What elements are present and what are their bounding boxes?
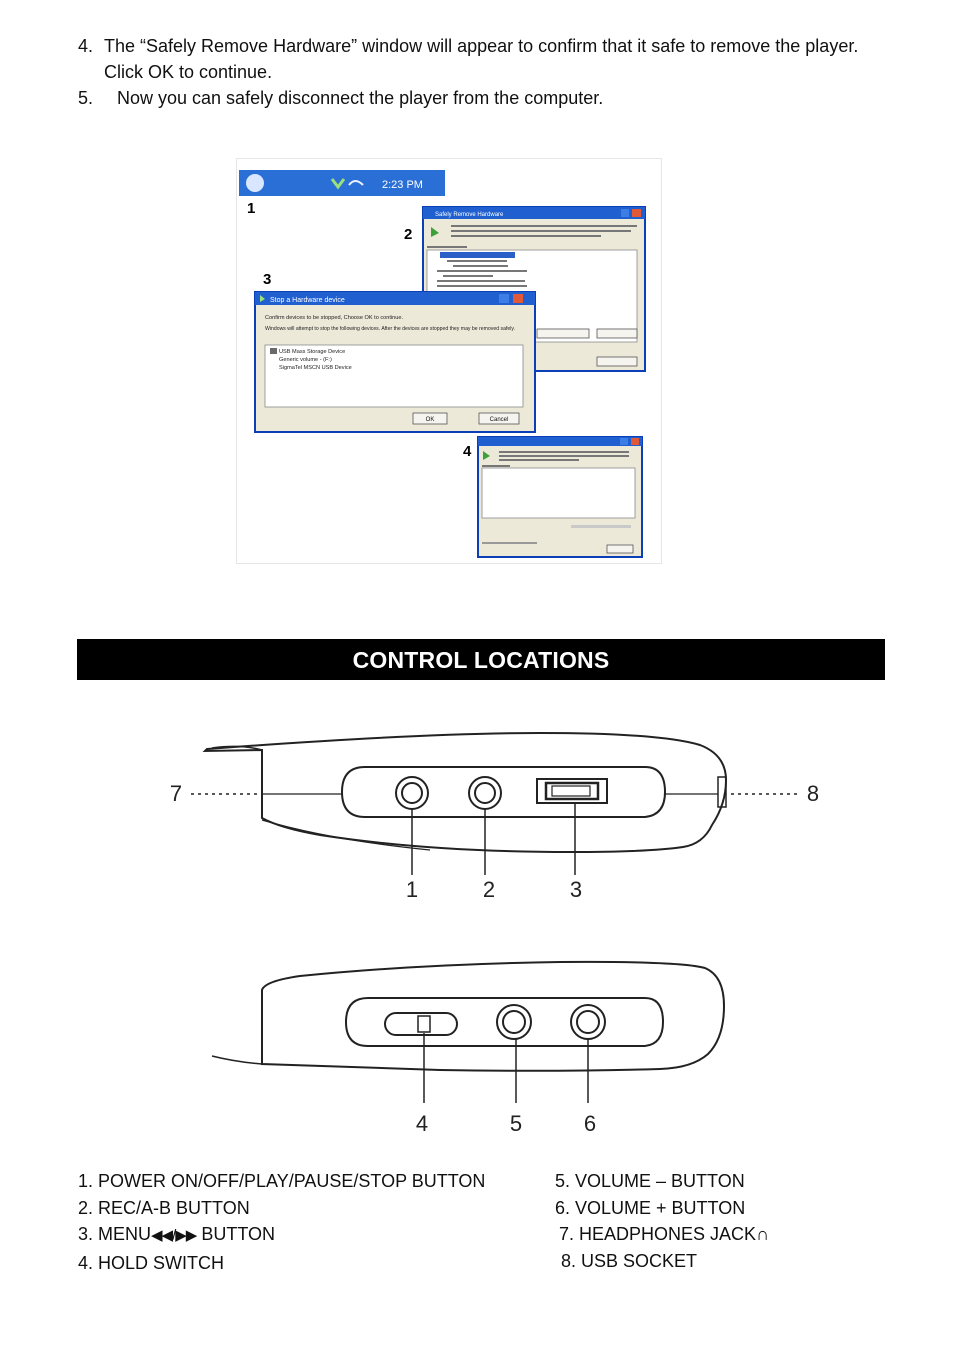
legend-item-4: 4. HOLD SWITCH bbox=[78, 1253, 225, 1274]
legend-item-5-suffix: BUTTON bbox=[666, 1171, 745, 1191]
rec-ab-button[interactable] bbox=[469, 777, 501, 809]
label-4: 4 bbox=[415, 1111, 429, 1136]
safe-remove-device-list[interactable] bbox=[482, 468, 635, 518]
player-top-body-outline bbox=[205, 733, 726, 852]
legend-item-3 bbox=[78, 1221, 485, 1250]
headphones-icon: ∩ bbox=[756, 1224, 769, 1245]
player-bottom-body-outline bbox=[262, 962, 724, 1071]
safely-remove-screenshot-figure bbox=[236, 158, 662, 564]
power-play-button[interactable] bbox=[396, 777, 428, 809]
label-6: 6 bbox=[583, 1111, 597, 1136]
cancel-button-label: Cancel bbox=[489, 417, 509, 423]
legend-item-1: 1. POWER ON/OFF/PLAY/PAUSE/STOP BUTTON bbox=[78, 1171, 486, 1191]
stop-device-item: Generic volume - (F:) bbox=[279, 357, 332, 363]
instruction-steps bbox=[78, 33, 898, 111]
legend-item-5 bbox=[555, 1168, 769, 1195]
stop-window-explanation: Windows will attempt to stop the following devices. After the devices are stopped they may be removed safely. bbox=[265, 326, 515, 332]
section-title-banner: CONTROL LOCATIONS bbox=[77, 639, 885, 680]
plus-icon: + bbox=[656, 1197, 667, 1218]
legend-item-7-label: 7. HEADPHONES JACK bbox=[559, 1224, 757, 1245]
legend-item-7 bbox=[559, 1221, 769, 1248]
minus-icon: – bbox=[656, 1171, 667, 1191]
legend-item-8-label: 8. USB SOCKET bbox=[561, 1251, 698, 1272]
close-icon[interactable] bbox=[632, 209, 641, 217]
close-icon[interactable] bbox=[631, 438, 639, 445]
screenshot-step-1: 1 bbox=[247, 200, 256, 217]
taskbar-tray-icon bbox=[246, 174, 264, 192]
label-5: 5 bbox=[509, 1111, 523, 1136]
screenshot-step-4: 4 bbox=[463, 443, 472, 460]
legend-left-column bbox=[78, 1168, 485, 1277]
label-2: 2 bbox=[482, 877, 496, 902]
legend-item-2: 2. REC/A-B BUTTON bbox=[78, 1197, 250, 1218]
stop-hardware-device-window bbox=[255, 292, 535, 432]
close-icon[interactable] bbox=[513, 294, 523, 303]
screenshot-step-2: 2 bbox=[404, 226, 413, 243]
safe-to-remove-window bbox=[478, 437, 642, 557]
step-text: Now you can safely disconnect the player from the computer. bbox=[117, 88, 604, 108]
help-icon[interactable] bbox=[621, 209, 629, 217]
legend-right-column bbox=[555, 1168, 769, 1275]
legend-item-5-label: 5. VOLUME bbox=[555, 1171, 657, 1191]
stop-window-instruction: Confirm devices to be stopped, Choose OK to continue. bbox=[265, 315, 404, 321]
screenshot-step-3: 3 bbox=[263, 271, 272, 288]
step-number: 4. bbox=[78, 36, 94, 56]
ok-button-label: OK bbox=[425, 417, 435, 423]
legend-item-3-label: 3. MENU bbox=[78, 1224, 152, 1245]
label-8: 8 bbox=[806, 781, 820, 806]
selected-device-row[interactable] bbox=[440, 252, 515, 258]
properties-button[interactable] bbox=[537, 329, 589, 338]
legend-item-6-suffix: BUTTON bbox=[666, 1197, 746, 1218]
step-5 bbox=[78, 85, 898, 111]
player-top-button-panel bbox=[342, 767, 665, 817]
screenshot-collage bbox=[237, 159, 661, 563]
legend-item-3-suffix: BUTTON bbox=[196, 1224, 275, 1245]
stop-device-item: USB Mass Storage Device bbox=[279, 349, 346, 355]
player-bottom-view bbox=[212, 962, 724, 1103]
remove-window-title: Safely Remove Hardware bbox=[435, 212, 504, 218]
player-bottom-inner-edge bbox=[212, 1056, 262, 1064]
legend-item-8 bbox=[561, 1248, 769, 1275]
step-text: The “Safely Remove Hardware” window will appear to confirm that it safe to remove the player. Click OK to continue. bbox=[104, 36, 859, 82]
close-button[interactable] bbox=[607, 545, 633, 553]
legend-item-6-label: 6. VOLUME bbox=[555, 1197, 657, 1218]
player-top-view bbox=[191, 733, 797, 875]
label-7: 7 bbox=[169, 781, 183, 806]
step-number: 5. bbox=[78, 88, 94, 108]
help-icon[interactable] bbox=[499, 294, 509, 303]
taskbar-clock: 2:23 PM bbox=[382, 179, 423, 191]
legend-item-6 bbox=[555, 1195, 769, 1222]
player-bottom-button-panel bbox=[346, 998, 663, 1046]
stop-button[interactable] bbox=[597, 329, 637, 338]
stop-window-title: Stop a Hardware device bbox=[270, 297, 345, 304]
label-1: 1 bbox=[405, 877, 419, 902]
usb-device-icon bbox=[270, 348, 277, 354]
control-locations-diagram bbox=[0, 700, 954, 1140]
step-4 bbox=[78, 33, 898, 85]
stop-device-item: SigmaTel MSCN USB Device bbox=[279, 365, 352, 371]
close-button[interactable] bbox=[597, 357, 637, 366]
label-3: 3 bbox=[569, 877, 583, 902]
help-icon[interactable] bbox=[620, 438, 628, 445]
skip-arrows-icon: ◀◀/▶▶ bbox=[151, 1227, 197, 1245]
